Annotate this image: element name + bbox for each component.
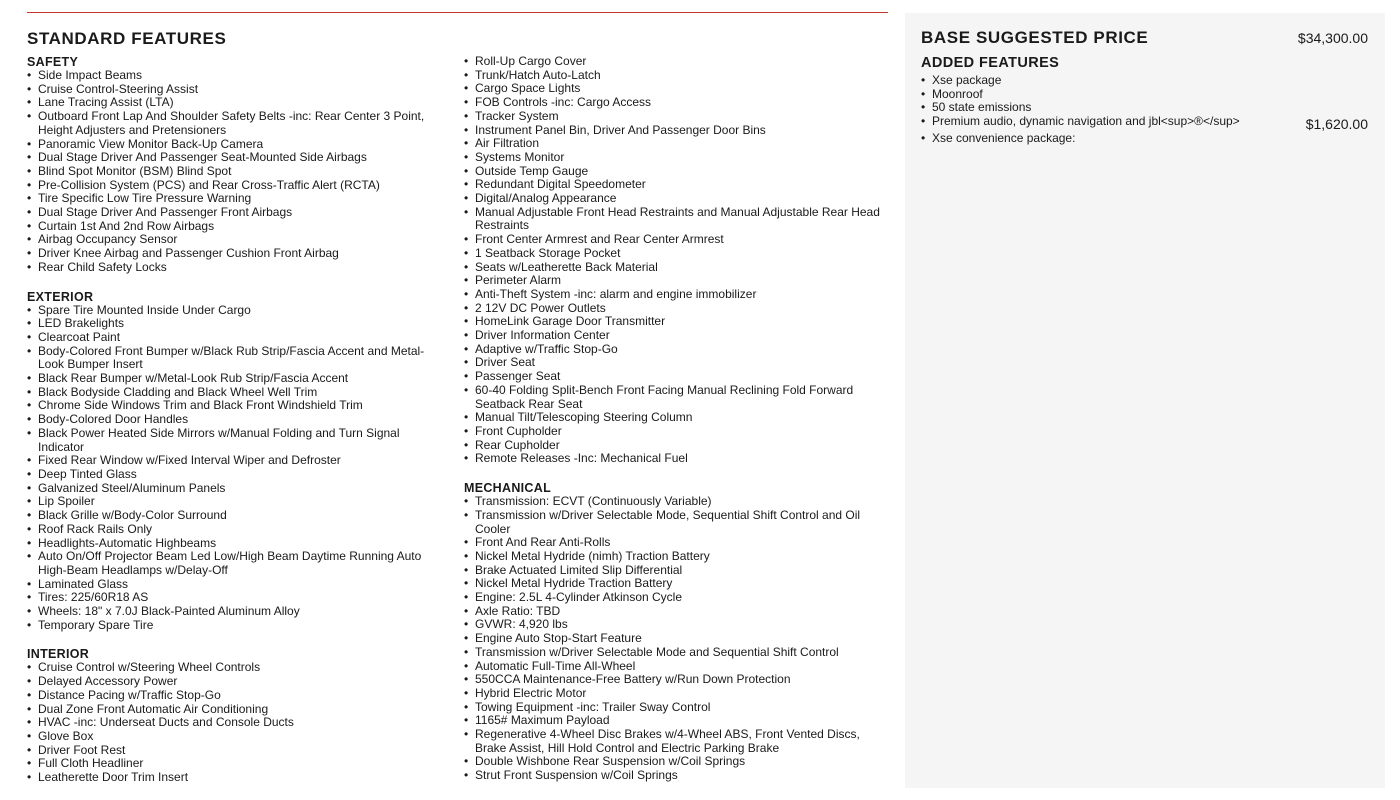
feature-item: • Glove Box (27, 730, 447, 744)
features-column-left (27, 55, 447, 800)
exterior-section (27, 290, 447, 633)
added-features-title: ADDED FEATURES (921, 55, 1060, 71)
mechanical-list (464, 495, 884, 783)
feature-item: • Front And Rear Anti-Rolls (464, 536, 884, 550)
feature-item: • Rear Cupholder (464, 439, 884, 453)
header-divider (27, 12, 888, 13)
feature-item: • Digital/Analog Appearance (464, 192, 884, 206)
feature-item: • 1 Seatback Storage Pocket (464, 247, 884, 261)
feature-item: • Chrome Side Windows Trim and Black Front Windshield Trim (27, 399, 447, 413)
feature-item: • Driver Information Center (464, 329, 884, 343)
feature-item: • Black Grille w/Body-Color Surround (27, 509, 447, 523)
feature-item: • Clearcoat Paint (27, 331, 447, 345)
feature-item: • Black Rear Bumper w/Metal-Look Rub Strip/Fascia Accent (27, 372, 447, 386)
feature-item: • Airbag Occupancy Sensor (27, 233, 447, 247)
added-features-price: $1,620.00 (1305, 116, 1368, 132)
feature-item: • Tracker System (464, 110, 884, 124)
feature-item: • Air Filtration (464, 137, 884, 151)
feature-item: • Dual Zone Front Automatic Air Conditioning (27, 703, 447, 717)
feature-item: • Headlights-Automatic Highbeams (27, 537, 447, 551)
feature-item: • Engine: 2.5L 4-Cylinder Atkinson Cycle (464, 591, 884, 605)
feature-item: • Full Cloth Headliner (27, 757, 447, 771)
feature-item: • Roll-Up Cargo Cover (464, 55, 884, 69)
feature-item: • Distance Pacing w/Traffic Stop-Go (27, 689, 447, 703)
feature-item: • Remote Releases -Inc: Mechanical Fuel (464, 452, 884, 466)
feature-item: • Axle Ratio: TBD (464, 605, 884, 619)
added-feature-item: • Premium audio, dynamic navigation and jbl<sup>®</sup> (921, 115, 1361, 129)
feature-item: • Driver Foot Rest (27, 744, 447, 758)
feature-item: • Pre-Collision System (PCS) and Rear Cross-Traffic Alert (RCTA) (27, 179, 447, 193)
base-price-value: $34,300.00 (1297, 30, 1368, 46)
feature-item: • Panoramic View Monitor Back-Up Camera (27, 138, 447, 152)
feature-item: • Engine Auto Stop-Start Feature (464, 632, 884, 646)
feature-item: • Tires: 225/60R18 AS (27, 591, 447, 605)
interior-section (27, 647, 447, 784)
section-heading-safety: SAFETY (27, 55, 79, 69)
feature-item: • Blind Spot Monitor (BSM) Blind Spot (27, 165, 447, 179)
feature-item: • Adaptive w/Traffic Stop-Go (464, 343, 884, 357)
feature-item: • Black Power Heated Side Mirrors w/Manual Folding and Turn Signal Indicator (27, 427, 447, 454)
feature-item: • Driver Knee Airbag and Passenger Cushion Front Airbag (27, 247, 447, 261)
feature-item: • Trunk/Hatch Auto-Latch (464, 69, 884, 83)
feature-item: • Nickel Metal Hydride Traction Battery (464, 577, 884, 591)
feature-item: • FOB Controls -inc: Cargo Access (464, 96, 884, 110)
section-heading-exterior: EXTERIOR (27, 289, 94, 304)
section-heading-mechanical: MECHANICAL (464, 481, 552, 496)
feature-item: • Body-Colored Door Handles (27, 413, 447, 427)
feature-item: • Perimeter Alarm (464, 274, 884, 288)
feature-item: • Roof Rack Rails Only (27, 523, 447, 537)
base-price-title: BASE SUGGESTED PRICE (921, 28, 1149, 47)
feature-item: • LED Brakelights (27, 317, 447, 331)
feature-item: • Transmission w/Driver Selectable Mode and Sequential Shift Control (464, 646, 884, 660)
feature-item: • Anti-Theft System -inc: alarm and engine immobilizer (464, 288, 884, 302)
feature-item: • Front Cupholder (464, 425, 884, 439)
feature-item: • HomeLink Garage Door Transmitter (464, 315, 884, 329)
feature-item: • Cruise Control w/Steering Wheel Controls (27, 661, 447, 675)
feature-item: • Transmission w/Driver Selectable Mode, Sequential Shift Control and Oil Cooler (464, 509, 884, 536)
safety-section (27, 55, 447, 275)
feature-item: • Regenerative 4-Wheel Disc Brakes w/4-Wheel ABS, Front Vented Discs, Brake Assist, Hill Hold Control and Electric Parking Brake (464, 728, 884, 755)
standard-features-title: STANDARD FEATURES (27, 29, 227, 48)
feature-item: • Manual Tilt/Telescoping Steering Column (464, 411, 884, 425)
feature-item: • Lip Spoiler (27, 495, 447, 509)
feature-item: • Strut Front Suspension w/Coil Springs (464, 769, 884, 783)
feature-item: • Redundant Digital Speedometer (464, 178, 884, 192)
feature-item: • Double Wishbone Rear Suspension w/Coil Springs (464, 755, 884, 769)
feature-item: • Lane Tracing Assist (LTA) (27, 96, 447, 110)
feature-item: • Auto On/Off Projector Beam Led Low/High Beam Daytime Running Auto High-Beam Headlamps w/Delay-Off (27, 550, 447, 577)
section-heading-interior: INTERIOR (27, 647, 90, 662)
feature-item: • Driver Seat (464, 356, 884, 370)
feature-item: • Seats w/Leatherette Back Material (464, 261, 884, 275)
interior-continued-list (464, 55, 884, 466)
feature-item: • Hybrid Electric Motor (464, 687, 884, 701)
feature-item: • Dual Stage Driver And Passenger Seat-Mounted Side Airbags (27, 151, 447, 165)
features-column-right (464, 55, 884, 798)
added-feature-item: • Xse convenience package: (921, 132, 1361, 146)
feature-item: • Laminated Glass (27, 578, 447, 592)
added-feature-item: • Xse package (921, 74, 1361, 88)
feature-item: • Outside Temp Gauge (464, 165, 884, 179)
pricing-panel (905, 13, 1385, 788)
feature-item: • Body-Colored Front Bumper w/Black Rub Strip/Fascia Accent and Metal-Look Bumper Insert (27, 345, 447, 372)
feature-item: • Side Impact Beams (27, 69, 447, 83)
feature-item: • 550CCA Maintenance-Free Battery w/Run Down Protection (464, 673, 884, 687)
feature-item: • Wheels: 18" x 7.0J Black-Painted Aluminum Alloy (27, 605, 447, 619)
feature-item: • GVWR: 4,920 lbs (464, 618, 884, 632)
feature-item: • Delayed Accessory Power (27, 675, 447, 689)
feature-item: • Cruise Control-Steering Assist (27, 83, 447, 97)
feature-item: • 60-40 Folding Split-Bench Front Facing Manual Reclining Fold Forward Seatback Rear Seat (464, 384, 884, 411)
safety-list (27, 69, 447, 275)
added-feature-item: • 50 state emissions (921, 101, 1361, 115)
feature-item: • Spare Tire Mounted Inside Under Cargo (27, 304, 447, 318)
feature-item: • Automatic Full-Time All-Wheel (464, 660, 884, 674)
feature-item: • Nickel Metal Hydride (nimh) Traction Battery (464, 550, 884, 564)
feature-item: • 1165# Maximum Payload (464, 714, 884, 728)
feature-item: • Fixed Rear Window w/Fixed Interval Wiper and Defroster (27, 454, 447, 468)
feature-item: • Black Bodyside Cladding and Black Wheel Well Trim (27, 386, 447, 400)
interior-continued-section (464, 55, 884, 466)
feature-item: • HVAC -inc: Underseat Ducts and Console Ducts (27, 716, 447, 730)
feature-item: • 2 12V DC Power Outlets (464, 302, 884, 316)
feature-item: • Passenger Seat (464, 370, 884, 384)
feature-item: • Tire Specific Low Tire Pressure Warning (27, 192, 447, 206)
added-features-list (921, 74, 1361, 146)
added-feature-item: • Moonroof (921, 88, 1361, 102)
feature-item: • Cargo Space Lights (464, 82, 884, 96)
feature-item: • Outboard Front Lap And Shoulder Safety Belts -inc: Rear Center 3 Point, Height Adjusters and Pretensioners (27, 110, 447, 137)
feature-item: • Front Center Armrest and Rear Center Armrest (464, 233, 884, 247)
feature-item: • Deep Tinted Glass (27, 468, 447, 482)
feature-item: • Temporary Spare Tire (27, 619, 447, 633)
feature-item: • Curtain 1st And 2nd Row Airbags (27, 220, 447, 234)
feature-item: • Towing Equipment -inc: Trailer Sway Control (464, 701, 884, 715)
feature-item: • Manual Adjustable Front Head Restraints and Manual Adjustable Rear Head Restraints (464, 206, 884, 233)
feature-item: • Systems Monitor (464, 151, 884, 165)
feature-item: • Galvanized Steel/Aluminum Panels (27, 482, 447, 496)
interior-list (27, 661, 447, 784)
feature-item: • Instrument Panel Bin, Driver And Passenger Door Bins (464, 124, 884, 138)
mechanical-section (464, 481, 884, 783)
feature-item: • Transmission: ECVT (Continuously Variable) (464, 495, 884, 509)
feature-item: • Rear Child Safety Locks (27, 261, 447, 275)
feature-item: • Dual Stage Driver And Passenger Front Airbags (27, 206, 447, 220)
feature-item: • Leatherette Door Trim Insert (27, 771, 447, 785)
exterior-list (27, 304, 447, 633)
feature-item: • Brake Actuated Limited Slip Differential (464, 564, 884, 578)
